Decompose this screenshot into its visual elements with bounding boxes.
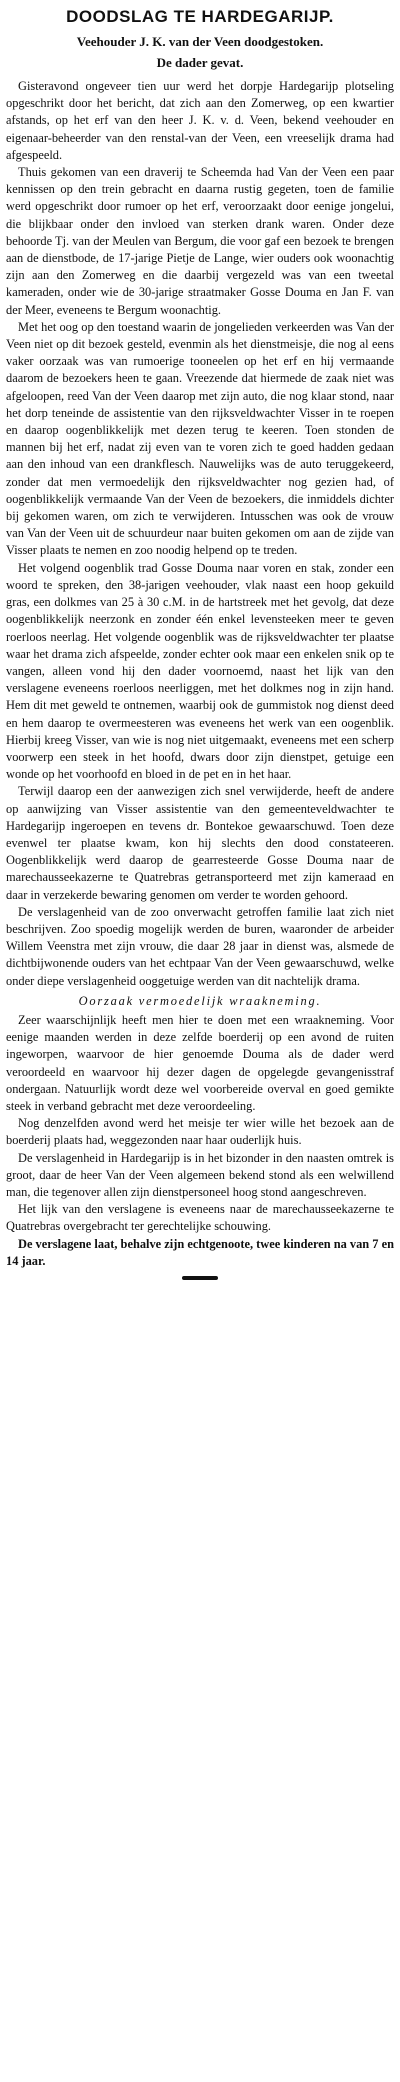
end-ornament (182, 1276, 218, 1280)
article-paragraph: Gisteravond ongeveer tien uur werd het dorpje Hardegarijp plotseling opgeschrikt door het bericht, dat zich aan den Zomerweg, op een kwartier afstands, op het erf van den heer J. K. v. d. Veen, bekend veehouder en eigenaar-beheerder van den renstal-van der Veen, een vreeselijk drama had afgespeeld. (6, 79, 394, 162)
section-subtitle: Oorzaak vermoedelijk wraakneming. (78, 993, 322, 1008)
article-column (6, 6, 394, 1280)
article-paragraph: Het lijk van den verslagene is eveneens naar de marechausseekazerne te Quatrebras overgebracht ter gerechtelijke schouwing. (6, 1202, 394, 1234)
article-paragraph: De verslagenheid van de zoo onverwacht getroffen familie laat zich niet beschrijven. Zoo spoedig mogelijk werden de buren, waaronder de arbeider Willem Veenstra met zijn vrouw, die daar 28 jaar in dienst was, alsmede de dichtbijwonende ouders van het echtpaar Van der Veen gewaarschuwd, welke onder diepe verslagenheid ooggetuige werden van dit nachtelijk drama. (6, 904, 394, 988)
article-paragraph: Terwijl daarop een der aanwezigen zich snel verwijderde, heeft de andere op aanwijzing van Visser assistentie van den gemeenteveldwachter te Hardegarijp ingeroepen en tevens dr. Bontekoe gewaarschuwd. Toen deze evenwel ter plaatse kwam, kon hij slechts den dood constateeren. Oogenblikkelijk werd daarop de gearresteerde Gosse Douma naar de marechausseekazerne te Quatrebras getransporteerd met zijn kameraad en daar in verzekerde bewaring genomen om verder te worden gehoord. (6, 784, 394, 902)
article-paragraph: Met het oog op den toestand waarin de jongelieden verkeerden was Van der Veen niet op dit bezoek gesteld, evenmin als het dienstmeisje, die nog al eens vaker oorzaak was van rumoerige tooneelen op het erf en hij vermaande daarom de bezoekers heen te gaan. Vreezende dat hiermede de zaak niet was afgeloopen, reed Van der Veen daarop met zijn auto, die nog klaar stond, naar het dorp teneinde de assistentie van den rijksveldwachter Visser in te roepen en daarop oogenblikkelijk met dezen terug te keeren. Toen stonden de mannen bij het erf, nadat zij even van te voren zich te goed hadden gedaan aan den inhoud van een drankflesch. Nauwelijks was de auto teruggekeerd, zonder dat men vermoedelijk den rijksveldwachter nog gezien had, of oogenblikkelijk vermaande Van der Veen de bezoekers, die inmiddels dichter bij gekomen waren, om zich te verwijderen. Intusschen was ook de vrouw van Van der Veen uit de schuurdeur naar buiten gekomen om aan de zijde van Visser plaats te nemen en zoo noodig helpend op te treden. (6, 319, 394, 558)
article-paragraph: Het volgend oogenblik trad Gosse Douma naar voren en stak, zonder een woord te spreken, den 38-jarigen veehouder, vlak naast een hoop gekuild gras, een dolkmes van 25 à 30 c.M. in de hartstreek met het gevolg, dat deze oogenblikkelijk neerzonk en zonder één enkel levensteeken meer te geven roerloos neerlag. Het volgende oogenblik was de rijksveldwachter ter plaatse waar het drama zich afspeelde, zonder echter ook maar een enkelen snik op te vangen, alleen vond hij den dader voornoemd, naast het lijk van den verslagene eveneens roerloos neerliggen, met het dolkmes nog in zijn hand. Hem dit met geweld te ontnemen, waarbij ook de gummistok nog dienst deed en hem daarop te overmeesteren was eveneens het werk van een oogenblik. Hierbij kreeg Visser, van wie is nog niet uitgemaakt, eveneens met een scherp voorwerp een steek in het hoofd, dwars door zijn dienstpet, getuige een wonde op het voorhoofd en bloed in de pet en in het haar. (6, 560, 394, 782)
article-paragraph: Zeer waarschijnlijk heeft men hier te doen met een wraakneming. Voor eenige maanden werden in deze zelfde boerderij op een avond de ruiten ingeworpen, waarvoor de hier genoemde Douma als de dader werd veroordeeld en waarvoor hij dezer dagen de opgelegde gevangenisstraf ondergaan. Natuurlijk wordt deze wel voorbereide overval en goed gemikte steek in verband gebracht met deze veroordeeling. (6, 1012, 394, 1113)
article-paragraph: Nog denzelfden avond werd het meisje ter wier wille het bezoek aan de boerderij plaats had, weggezonden naar haar ouderlijk huis. (6, 1116, 394, 1148)
article-paragraph: De verslagenheid in Hardegarijp is in het bizonder in den naasten omtrek is groot, daar de heer Van der Veen algemeen bekend stond als een welwillend man, die tegenover allen zijn dienstpersoneel hoog stond aangeschreven. (6, 1150, 394, 1199)
article-subheading-2: De dader gevat. (156, 55, 244, 70)
article-subheading: Veehouder J. K. van der Veen doodgestoken. (76, 34, 324, 49)
article-headline: DOODSLAG TE HARDEGARIJP. (66, 7, 334, 26)
article-paragraph: Thuis gekomen van een draverij te Scheemda had Van der Veen een paar kennissen op den trein gebracht en daarna rustig gegeten, toen de familie werd opgeschrikt door rumoer op het erf, veroorzaakt door eenige jongelui, die blijkbaar onder den invloed van sterken drank waren. Onder deze behoorde Tj. van der Meulen van Bergum, die voor gaf een bezoek te brengen aan de dienstbode, de 17-jarige Pietje de Lange, wier ouders ook woonachtig zijn aan den Zomerweg en die daarbij vergezeld was van een tweetal kameraden, onder wie de 30-jarige straatmaker Gosse Douma en Jan F. van der Meer, eveneens te Bergum woonachtig. (6, 165, 394, 317)
article-closing-line: De verslagene laat, behalve zijn echtgenoote, twee kinderen na van 7 en 14 jaar. (6, 1236, 394, 1268)
